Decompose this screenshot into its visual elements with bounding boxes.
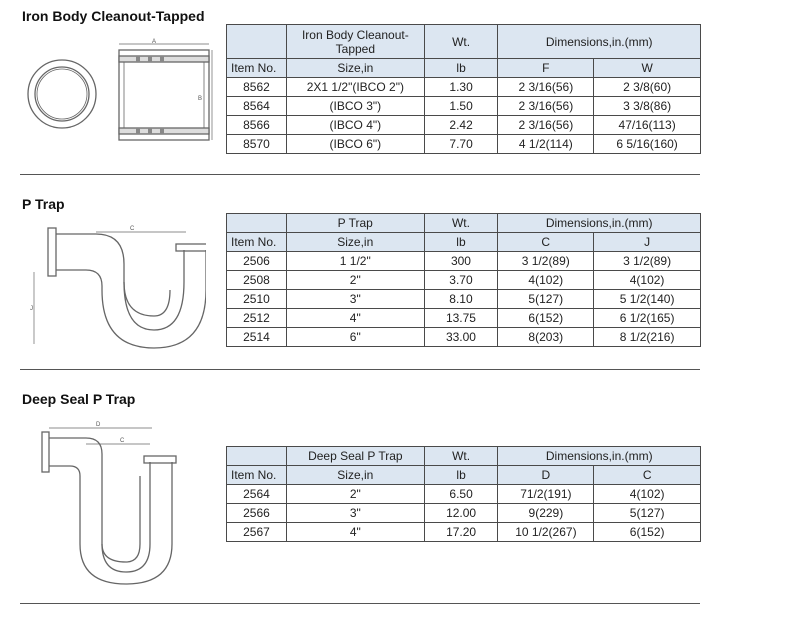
col-header-name: P Trap [286, 214, 424, 233]
col-header-dims: Dimensions,in.(mm) [498, 214, 701, 233]
col-header-dims: Dimensions,in.(mm) [498, 447, 701, 466]
col-header-c: C [498, 233, 594, 252]
table-row: 8570 (IBCO 6") 7.70 4 1/2(114) 6 5/16(160) [227, 135, 701, 154]
table-header-row [227, 447, 701, 466]
table-row: 8562 2X1 1/2"(IBCO 2") 1.30 2 3/16(56) 2 3/8(60) [227, 78, 701, 97]
section-divider [20, 603, 700, 604]
table-row: 2564 2" 6.50 71/2(191) 4(102) [227, 485, 701, 504]
section-divider [20, 369, 700, 370]
col-header-wt: Wt. [424, 25, 498, 59]
col-header-wt: Wt. [424, 214, 498, 233]
col-header-size: Size,in [286, 466, 424, 485]
cleanout-figure [18, 36, 218, 148]
col-header-item: Item No. [227, 233, 287, 252]
col-header-j: J [594, 233, 701, 252]
section-divider [20, 174, 700, 175]
p-trap-table [226, 213, 701, 347]
figure-label-a: A [152, 39, 157, 45]
table-row: 2566 3" 12.00 9(229) 5(127) [227, 504, 701, 523]
col-header-c: C [594, 466, 701, 485]
table-header-row [227, 59, 701, 78]
table-row: 2567 4" 17.20 10 1/2(267) 6(152) [227, 523, 701, 542]
col-header-d: D [498, 466, 594, 485]
col-header-f: F [498, 59, 594, 78]
p-trap-figure [26, 220, 206, 350]
table-row: 2510 3" 8.10 5(127) 5 1/2(140) [227, 290, 701, 309]
table-row: 2512 4" 13.75 6(152) 6 1/2(165) [227, 309, 701, 328]
figure-label-c: C [130, 226, 135, 232]
table-row: 8566 (IBCO 4") 2.42 2 3/16(56) 47/16(113) [227, 116, 701, 135]
figure-label-b: B [198, 96, 203, 102]
col-header-name: Iron Body Cleanout- Tapped [286, 25, 424, 59]
table-header-row [227, 214, 701, 233]
col-header-unit: lb [424, 233, 498, 252]
col-header-dims: Dimensions,in.(mm) [498, 25, 701, 59]
col-header-name: Deep Seal P Trap [286, 447, 424, 466]
table-row: 2506 1 1/2" 300 3 1/2(89) 3 1/2(89) [227, 252, 701, 271]
table-row: 2508 2" 3.70 4(102) 4(102) [227, 271, 701, 290]
section-title-p-trap: P Trap [22, 196, 65, 212]
col-header-size: Size,in [286, 233, 424, 252]
table-row: 2514 6" 33.00 8(203) 8 1/2(216) [227, 328, 701, 347]
deep-seal-figure [36, 416, 186, 586]
figure-label-d: D [96, 422, 101, 428]
col-header-unit: lb [424, 59, 498, 78]
col-header-size: Size,in [286, 59, 424, 78]
table-header-row [227, 233, 701, 252]
col-header-item: Item No. [227, 466, 287, 485]
table-header-row [227, 25, 701, 59]
table-row: 8564 (IBCO 3") 1.50 2 3/16(56) 3 3/8(86) [227, 97, 701, 116]
col-header-wt: Wt. [424, 447, 498, 466]
figure-label-c: C [120, 438, 125, 444]
figure-label-j: J [30, 306, 33, 312]
table-header-row [227, 466, 701, 485]
col-header-w: W [594, 59, 701, 78]
col-header-item: Item No. [227, 59, 287, 78]
col-header-unit: lb [424, 466, 498, 485]
section-title-deep-seal: Deep Seal P Trap [22, 391, 136, 407]
cleanout-table [226, 24, 701, 154]
deep-seal-table [226, 446, 701, 542]
section-title-cleanout: Iron Body Cleanout-Tapped [22, 8, 205, 24]
